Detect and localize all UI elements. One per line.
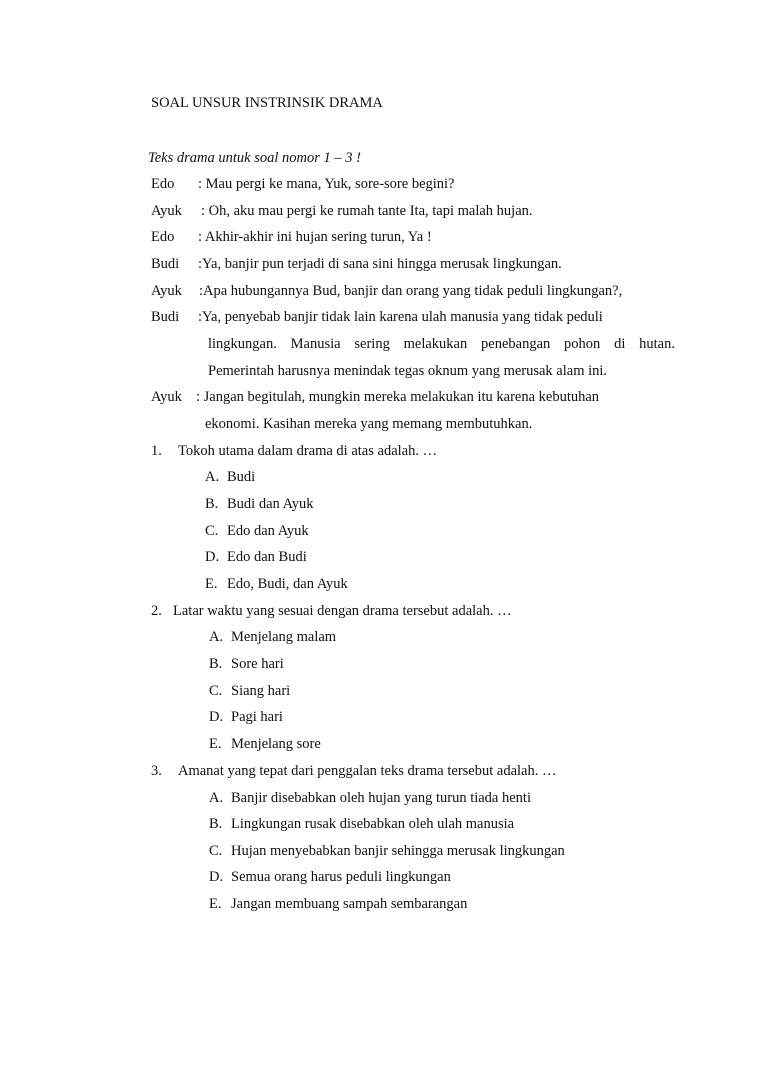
utterance-continuation: lingkungan. Manusia sering melakukan penebangan pohon di hutan. [208, 336, 675, 352]
option-text: Budi [227, 469, 256, 485]
option-text: Budi dan Ayuk [227, 496, 314, 512]
option-text: Hujan menyebabkan banjir sehingga merusak lingkungan [231, 843, 565, 859]
speaker-name: Edo [151, 229, 175, 245]
option-text: Semua orang harus peduli lingkungan [231, 869, 451, 885]
question-number: 2. [151, 603, 162, 619]
option-letter: B. [209, 656, 223, 672]
option-letter: C. [209, 843, 223, 859]
question-number: 3. [151, 763, 162, 779]
utterance-continuation: Pemerintah harusnya menindak tegas oknum yang merusak alam ini. [208, 363, 608, 379]
speaker-name: Ayuk [151, 389, 182, 405]
answer-option [209, 708, 283, 726]
option-letter: A. [209, 629, 224, 645]
option-letter: E. [209, 736, 222, 752]
option-letter: D. [209, 869, 224, 885]
speaker-name: Budi [151, 256, 180, 272]
option-letter: D. [205, 549, 220, 565]
option-text: Siang hari [231, 683, 291, 699]
utterance-text: : Jangan begitulah, mungkin mereka melakukan itu karena kebutuhan [196, 389, 600, 405]
question-number: 1. [151, 443, 162, 459]
answer-option [209, 655, 284, 673]
option-letter: B. [209, 816, 223, 832]
utterance-text: : Mau pergi ke mana, Yuk, sore-sore begini? [198, 176, 455, 192]
question-text: Amanat yang tepat dari penggalan teks drama tersebut adalah. … [178, 763, 557, 779]
utterance-text: : Akhir-akhir ini hujan sering turun, Ya ! [198, 229, 432, 245]
option-text: Menjelang malam [231, 629, 337, 645]
answer-option [209, 815, 514, 833]
option-text: Pagi hari [231, 709, 283, 725]
utterance-continuation: ekonomi. Kasihan mereka yang memang membutuhkan. [205, 416, 533, 432]
option-text: Menjelang sore [231, 736, 321, 752]
option-text: Lingkungan rusak disebabkan oleh ulah manusia [231, 816, 515, 832]
option-text: Edo, Budi, dan Ayuk [227, 576, 348, 592]
answer-option [209, 789, 531, 807]
option-letter: E. [205, 576, 218, 592]
utterance-text: :Ya, penyebab banjir tidak lain karena ulah manusia yang tidak peduli [198, 309, 603, 325]
utterance-text: : Oh, aku mau pergi ke rumah tante Ita, tapi malah hujan. [201, 203, 533, 219]
answer-option [209, 628, 336, 646]
option-text: Sore hari [231, 656, 284, 672]
question-text: Tokoh utama dalam drama di atas adalah. … [178, 443, 438, 459]
option-letter: C. [209, 683, 223, 699]
option-letter: A. [205, 469, 220, 485]
answer-option [205, 575, 348, 593]
answer-option [205, 495, 313, 513]
option-letter: B. [205, 496, 219, 512]
option-text: Jangan membuang sampah sembarangan [231, 896, 468, 912]
answer-option [209, 682, 290, 700]
answer-option [209, 868, 451, 886]
option-letter: E. [209, 896, 222, 912]
speaker-name: Ayuk [151, 283, 182, 299]
option-letter: A. [209, 790, 224, 806]
utterance-text: :Apa hubungannya Bud, banjir dan orang yang tidak peduli lingkungan?, [199, 283, 623, 299]
intro-text: Teks drama untuk soal nomor 1 – 3 ! [148, 150, 361, 166]
utterance-text: :Ya, banjir pun terjadi di sana sini hingga merusak lingkungan. [198, 256, 562, 272]
answer-option [209, 842, 565, 860]
answer-option [205, 548, 307, 566]
answer-option [205, 468, 255, 486]
answer-option [209, 735, 321, 753]
page-title: SOAL UNSUR INSTRINSIK DRAMA [151, 95, 383, 111]
option-letter: C. [205, 523, 219, 539]
speaker-name: Edo [151, 176, 175, 192]
option-letter: D. [209, 709, 224, 725]
speaker-name: Ayuk [151, 203, 182, 219]
speaker-name: Budi [151, 309, 180, 325]
option-text: Edo dan Ayuk [227, 523, 309, 539]
question-text: Latar waktu yang sesuai dengan drama tersebut adalah. … [173, 603, 512, 619]
option-text: Banjir disebabkan oleh hujan yang turun tiada henti [231, 790, 531, 806]
option-text: Edo dan Budi [227, 549, 307, 565]
answer-option [209, 895, 467, 913]
answer-option [205, 522, 309, 540]
